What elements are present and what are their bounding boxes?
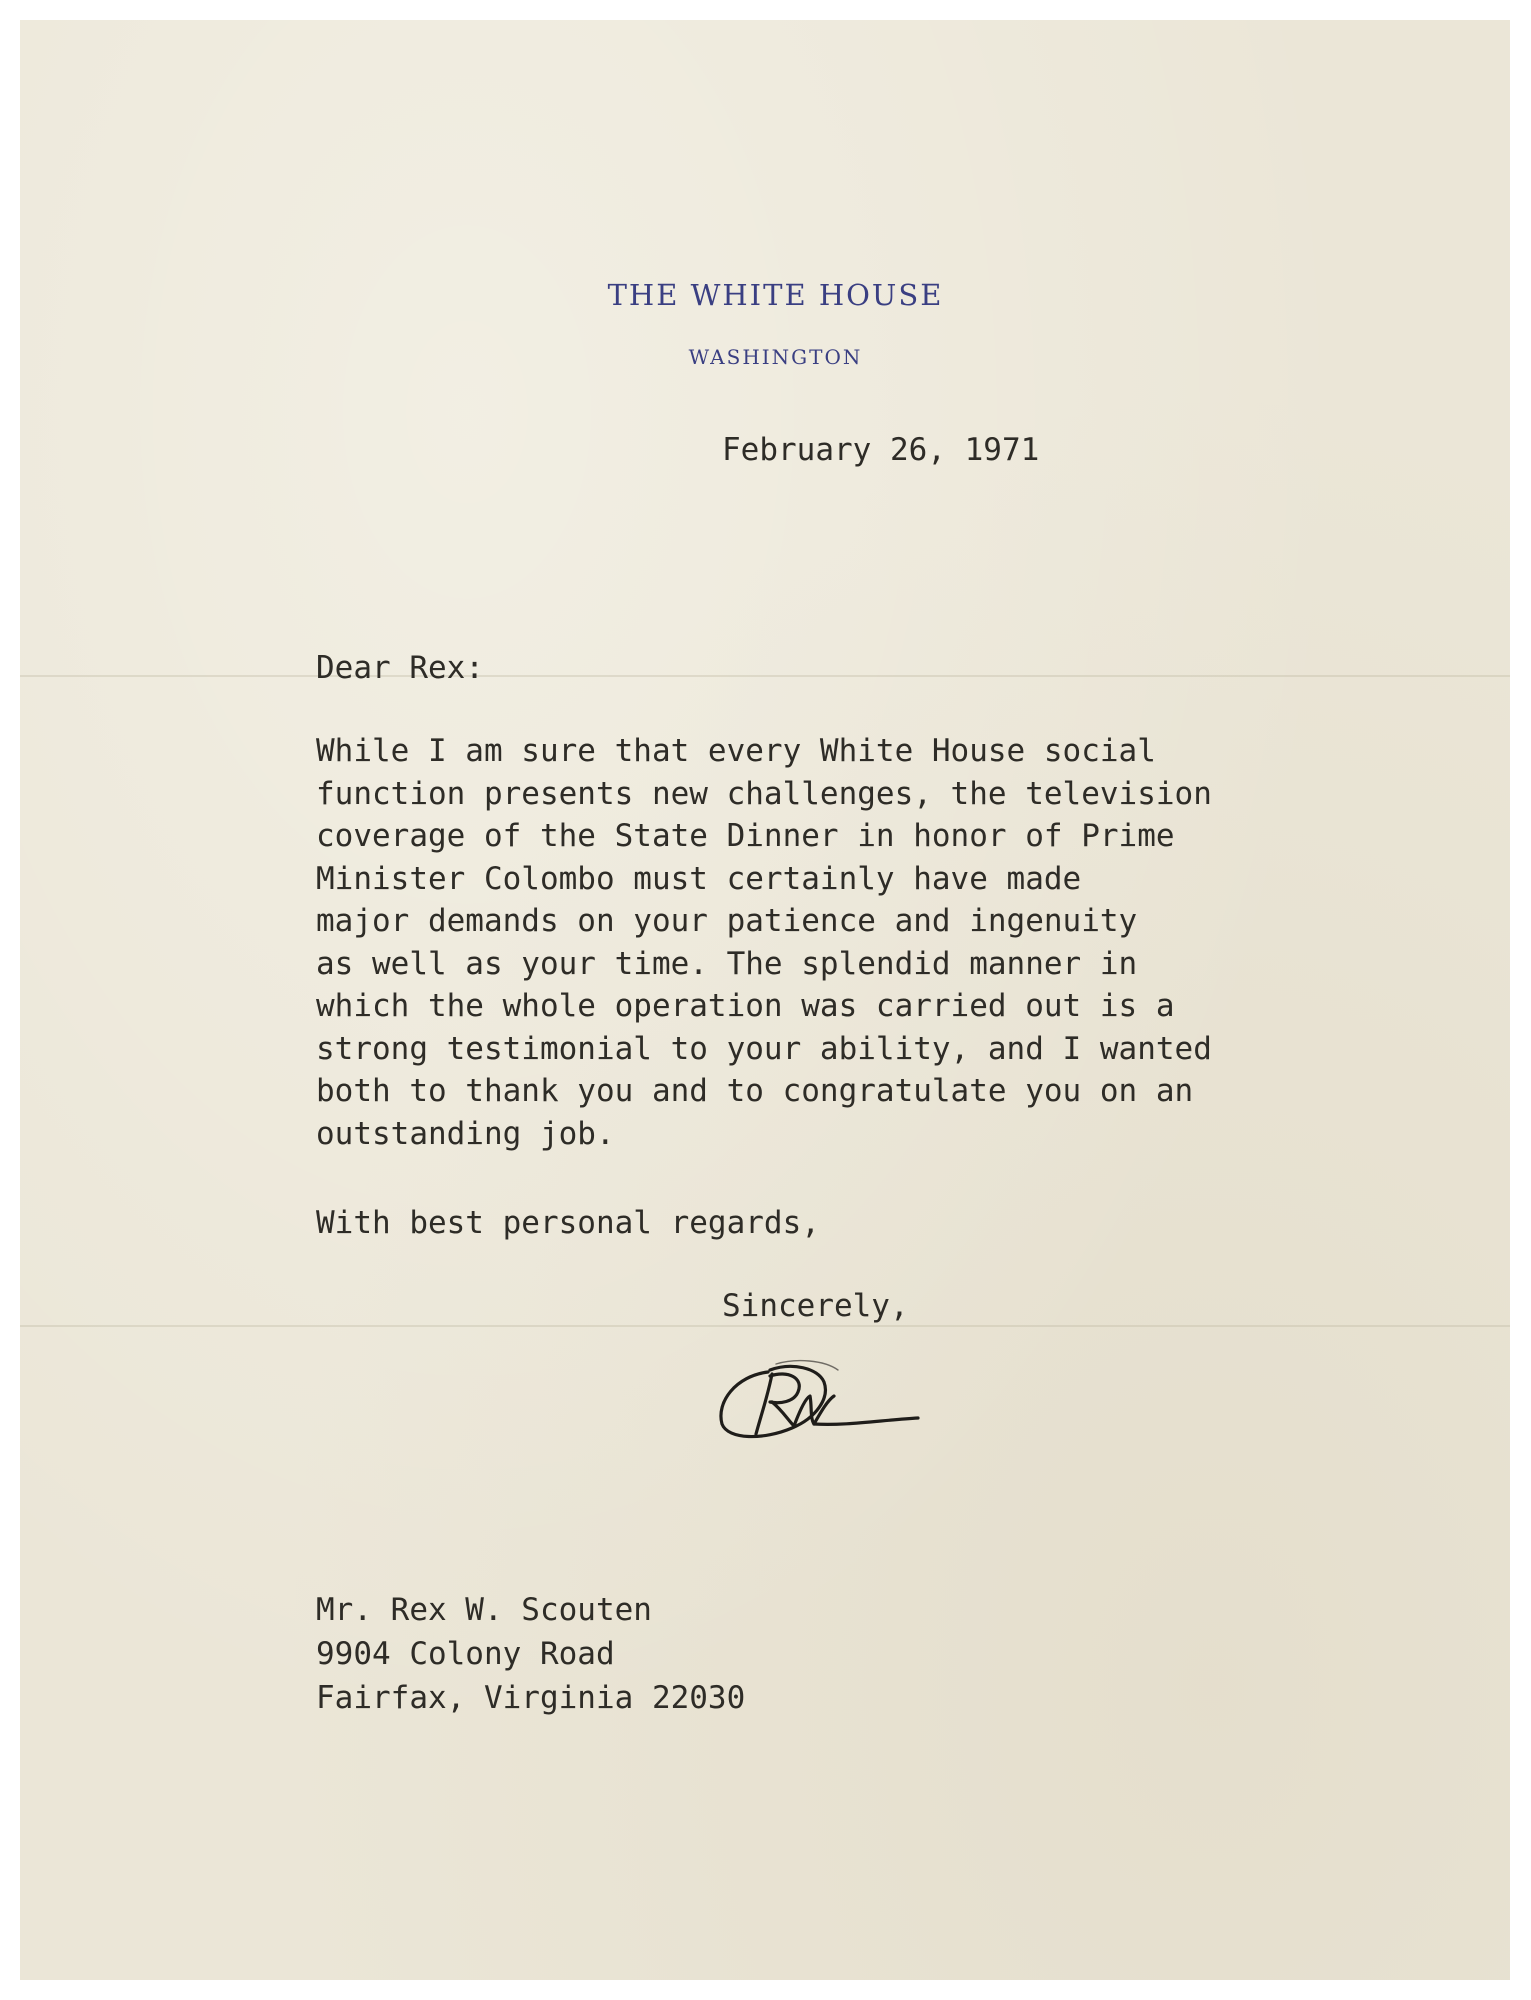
recipient-city: Fairfax, Virginia 22030 bbox=[316, 1680, 746, 1716]
paper-fold-line bbox=[20, 675, 1510, 677]
body-line: While I am sure that every White House social bbox=[316, 733, 1156, 769]
body-line: as well as your time. The splendid manner in bbox=[316, 945, 1138, 982]
body-line: function presents new challenges, the television bbox=[316, 775, 1212, 812]
letter-body bbox=[316, 730, 1246, 1155]
recipient-street: 9904 Colony Road bbox=[316, 1636, 615, 1672]
body-line: strong testimonial to your ability, and I wanted bbox=[316, 1030, 1212, 1067]
signature-mark bbox=[706, 1340, 936, 1450]
body-line: major demands on your patience and ingenuity bbox=[316, 903, 1138, 939]
recipient-name: Mr. Rex W. Scouten bbox=[316, 1592, 652, 1628]
letter-salutation: Dear Rex: bbox=[316, 650, 484, 686]
body-line: coverage of the State Dinner in honor of Prime bbox=[316, 818, 1175, 854]
body-line: which the whole operation was carried out is a bbox=[316, 988, 1175, 1024]
recipient-address bbox=[316, 1588, 745, 1720]
letter-closing: With best personal regards, bbox=[316, 1205, 820, 1241]
body-line: Minister Colombo must certainly have made bbox=[316, 860, 1082, 897]
letter-signoff: Sincerely, bbox=[722, 1288, 909, 1324]
letterhead-subtitle: WASHINGTON bbox=[688, 345, 863, 369]
letterhead-title: THE WHITE HOUSE bbox=[607, 278, 944, 312]
body-line: both to thank you and to congratulate you on an bbox=[316, 1073, 1194, 1109]
paper-fold-line bbox=[20, 1325, 1510, 1327]
letter-date: February 26, 1971 bbox=[722, 432, 1040, 468]
body-line: outstanding job. bbox=[316, 1115, 615, 1152]
